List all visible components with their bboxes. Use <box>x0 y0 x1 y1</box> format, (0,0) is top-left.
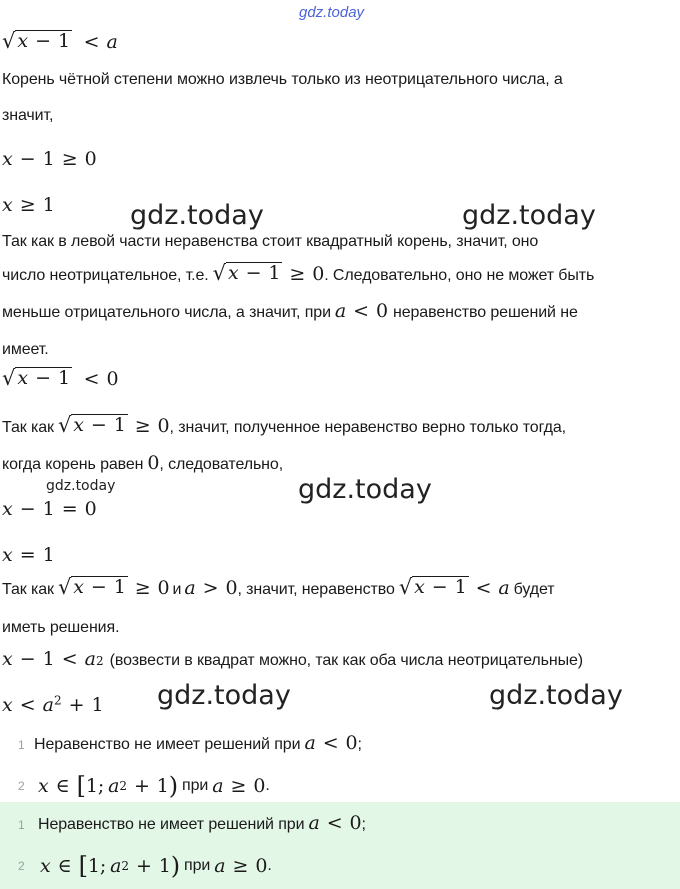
math-sqrt-less-a: √ x − 1 < a <box>2 28 118 53</box>
list-number: 2 <box>18 779 25 793</box>
watermark: gdz.today <box>462 200 596 231</box>
paragraph-line: когда корень равен 0 , следовательно, <box>2 452 284 474</box>
list-number: 1 <box>18 738 25 752</box>
answer-item-highlighted: 2 x ∈ [ 1 ; a 2 + 1 ) при a ≥ 0 . <box>18 852 272 880</box>
paragraph-line: Корень чётной степени можно извлечь только из неотрицательного числа, а <box>2 71 563 88</box>
paragraph-line: меньше отрицательного числа, а значит, при a < 0 неравенство решений не <box>2 300 578 322</box>
list-number: 1 <box>18 818 25 832</box>
answer-item: 2 x ∈ [ 1 ; a 2 + 1 ) при a ≥ 0 . <box>18 772 270 800</box>
watermark: gdz.today <box>489 680 623 711</box>
paragraph-line: Так как √ x − 1 ≥ 0 , значит, полученное неравенство верно только тогда, <box>2 412 566 437</box>
math-x-minus-1-eq-0: x − 1 = 0 <box>2 498 97 520</box>
answer-item: 1 Неравенство не имеет решений при a < 0 ; <box>18 732 362 754</box>
math-x-geq-1: x ≥ 1 <box>2 194 55 216</box>
paragraph-line: Так как √ x − 1 ≥ 0 и a > 0 , значит, неравенство √ x − 1 < a будет <box>2 574 555 599</box>
math-x-less-a2-plus-1: $x < a^2 + 1$ <box>2 693 104 716</box>
paragraph-line: иметь решения. <box>2 619 120 636</box>
paragraph-line: значит, <box>2 107 54 124</box>
paragraph-line: Так как в левой части неравенства стоит квадратный корень, значит, оно <box>2 233 539 250</box>
math-squared-line: x − 1 < a 2 (возвести в квадрат можно, так как оба числа неотрицательные) <box>2 648 584 670</box>
watermark: gdz.today <box>298 474 432 505</box>
watermark-small: gdz.today <box>46 478 116 494</box>
paragraph-line: число неотрицательное, т.е. √ x − 1 ≥ 0 . Следовательно, оно не может быть <box>2 260 595 285</box>
watermark: gdz.today <box>130 200 264 231</box>
paragraph-line: имеет. <box>2 341 49 358</box>
math-x-eq-1: x = 1 <box>2 544 55 566</box>
watermark: gdz.today <box>157 680 291 711</box>
list-number: 2 <box>18 859 25 873</box>
math-x-minus-1-geq-0: x − 1 ≥ 0 <box>2 148 97 170</box>
math-sqrt-less-0: √ x − 1 < 0 <box>2 365 119 390</box>
watermark-top: gdz.today <box>299 4 365 21</box>
answer-item-highlighted: 1 Неравенство не имеет решений при a < 0 ; <box>18 812 366 834</box>
